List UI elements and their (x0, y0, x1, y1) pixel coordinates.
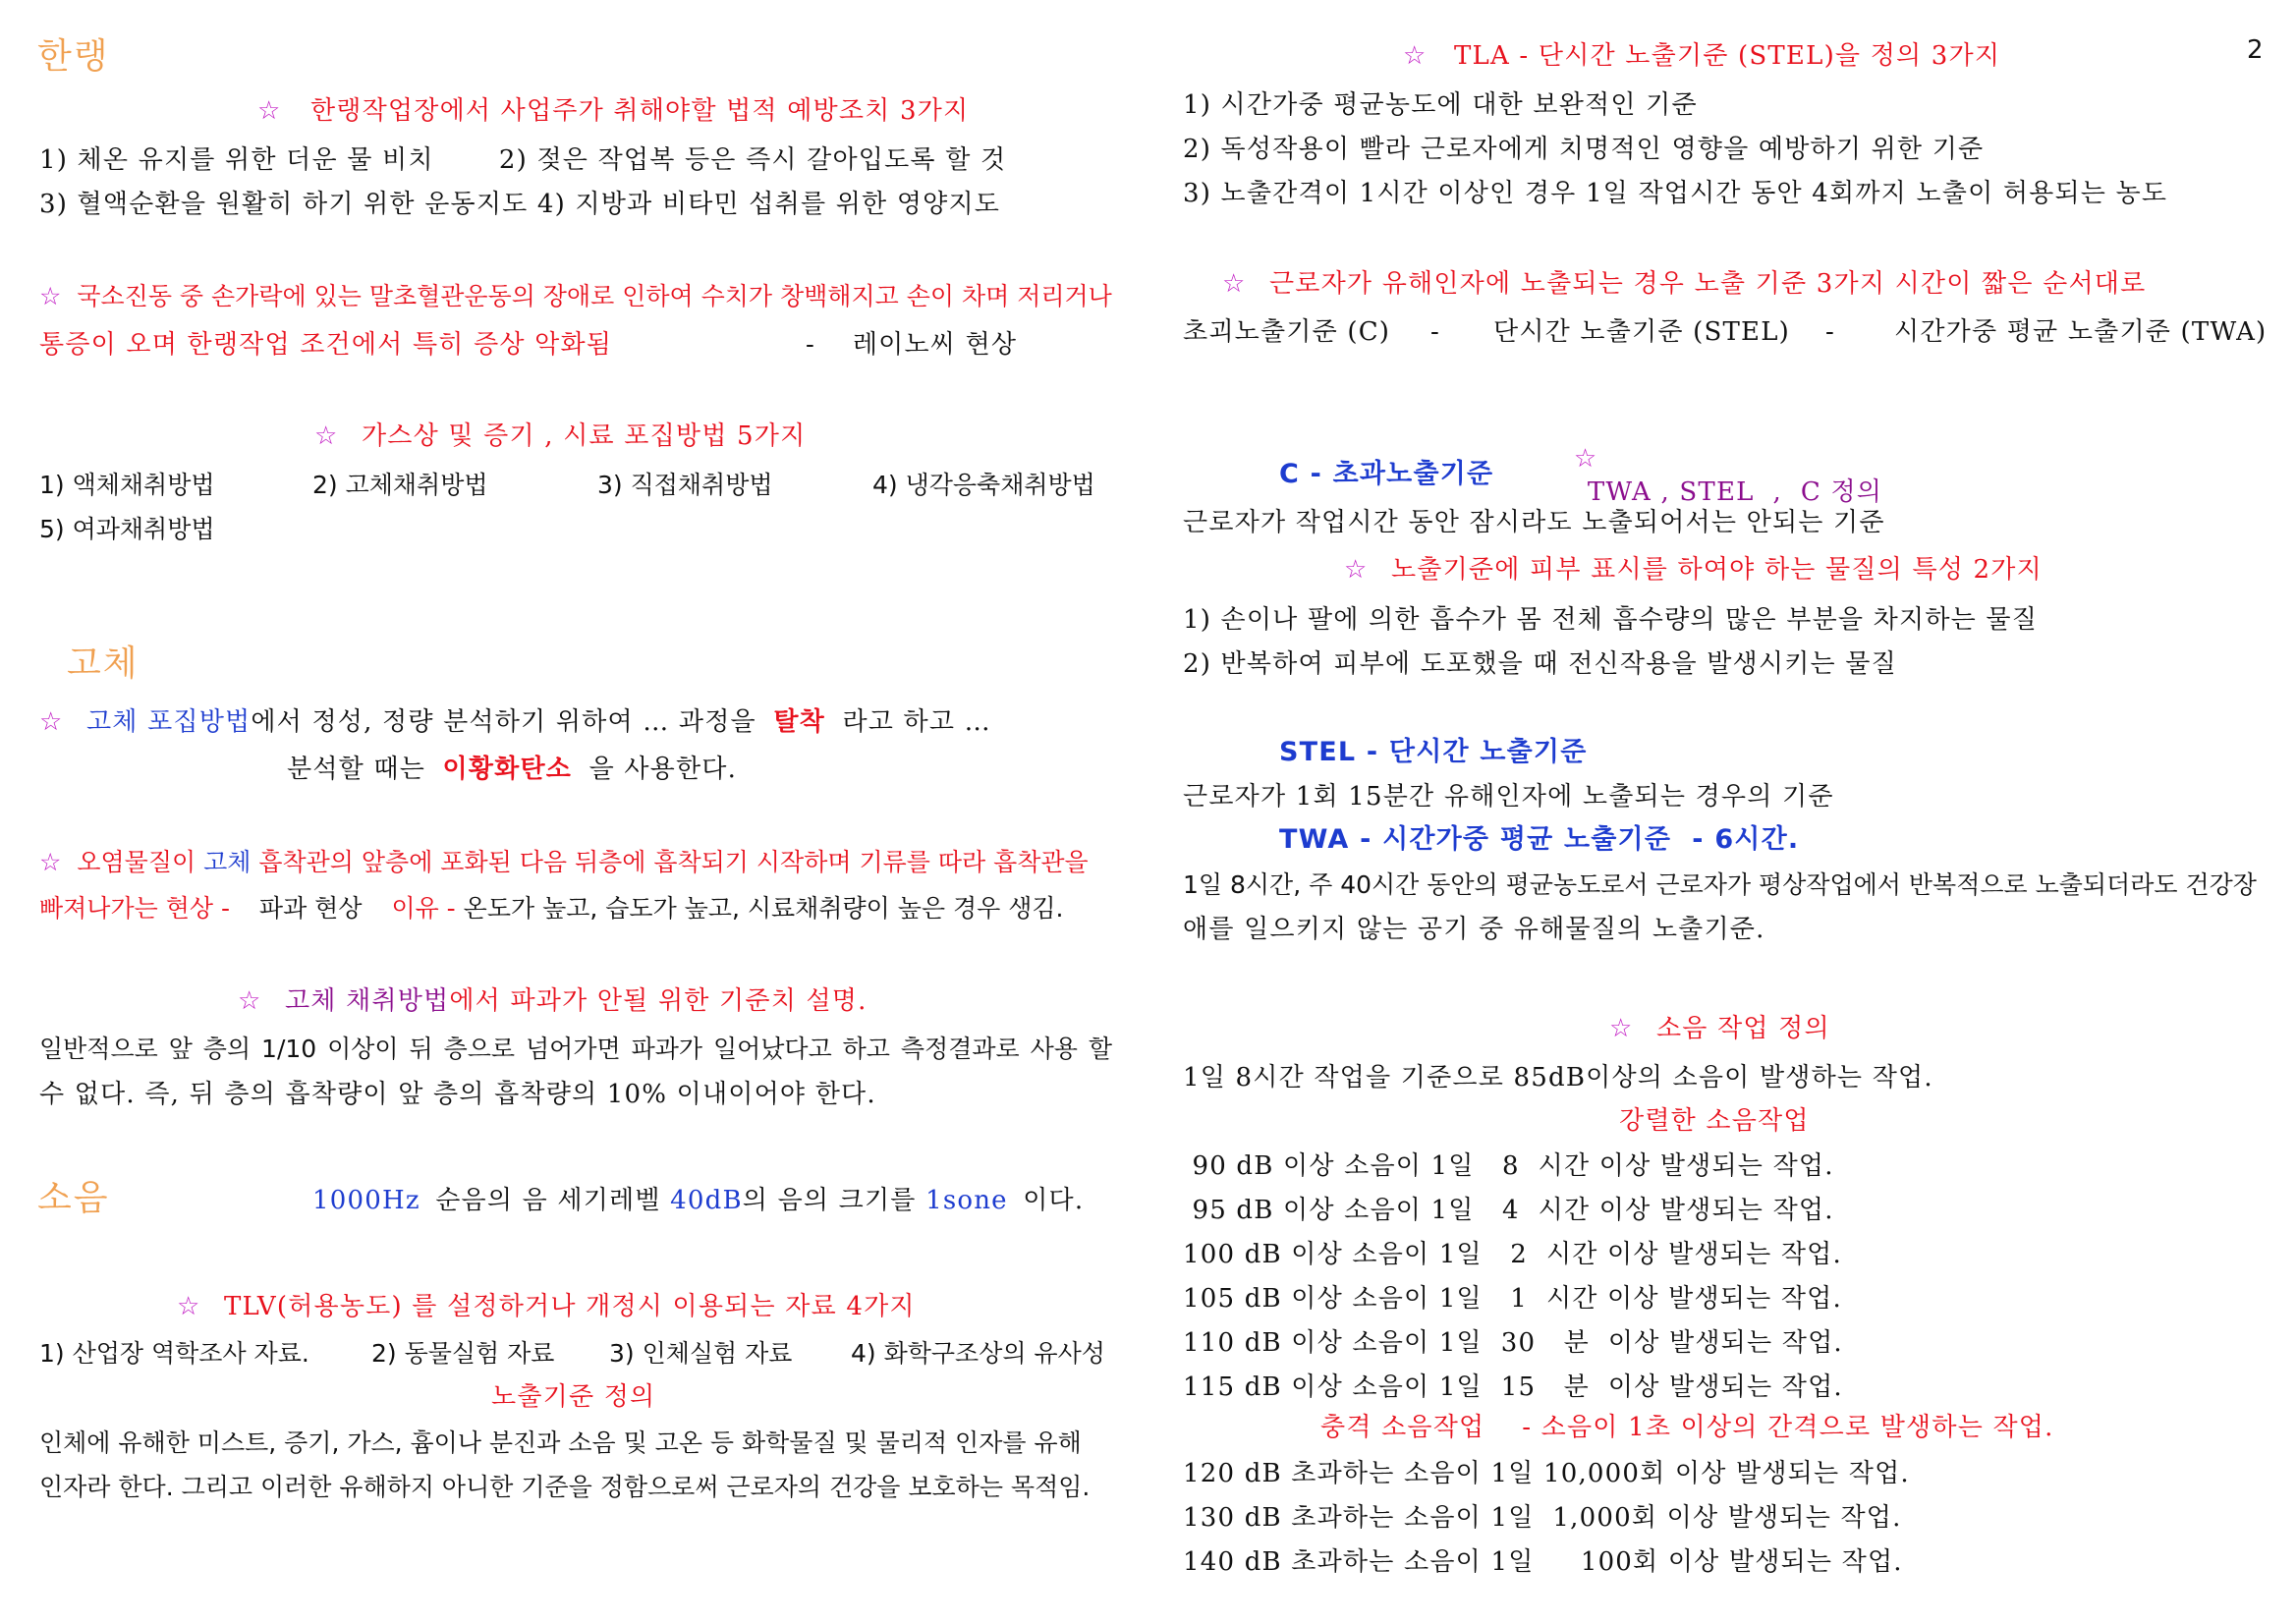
q6-line1: 일반적으로 앞 층의 1/10 이상이 뒤 층으로 넘어가면 파과가 일어났다고 하고 측정결과로 사용 할 (39, 1035, 1113, 1063)
q3-title: 가스상 및 증기 , 시료 포집방법 5가지 (361, 421, 807, 451)
strong-row-2: 95 dB 이상 소음이 1일 4 시간 이상 발생되는 작업. (1183, 1196, 1834, 1225)
r2-item-2: 단시간 노출기준 (STEL) (1493, 317, 1791, 347)
q7-item-1: 1) 산업장 역학조사 자료. (39, 1339, 309, 1368)
strong-row-6: 115 dB 이상 소음이 1일 15 분 이상 발생되는 작업. (1183, 1372, 1843, 1402)
noise-text1: 순음의 음 세기레벨 (435, 1186, 661, 1215)
q1-line1: 1) 체온 유지를 위한 더운 물 비치 2) 젖은 작업복 등은 즉시 갈아입도록 할 것 (39, 145, 1007, 175)
r2-sep-2: - (1825, 317, 1835, 347)
q3-item-2: 2) 고체채취방법 (312, 471, 488, 499)
q3-title-row (314, 420, 806, 453)
r1-item-1: 1) 시간가중 평균농도에 대한 보완적인 기준 (1183, 90, 1698, 120)
q4-text-end: 라고 하고 … (842, 707, 991, 737)
q8-title: 노출기준 정의 (491, 1382, 656, 1412)
q7-item-3: 3) 인체실험 자료 (609, 1339, 793, 1368)
r2-item-1: 초괴노출기준 (C) (1183, 317, 1391, 347)
r4-title: 노출기준에 피부 표시를 하여야 하는 물질의 특성 2가지 (1390, 555, 2043, 585)
r4-item-2: 2) 반복하여 피부에 도포했을 때 전신작용을 발생시키는 물질 (1183, 649, 1897, 679)
q6-line2: 수 없다. 즉, 뒤 층의 흡착량이 앞 층의 흡착량의 10% 이내이어야 한다. (39, 1080, 876, 1109)
twa-title: TWA - 시간가중 평균 노출기준 - 6시간. (1279, 824, 1800, 855)
q4-text: 에서 정성, 정량 분석하기 위하여 … 과정을 (251, 707, 756, 737)
c-def: 근로자가 작업시간 동안 잠시라도 노출되어서는 안되는 기준 (1183, 508, 1885, 537)
q5-text2: 흡착관의 앞층에 포화된 다음 뒤층에 흡착되기 시작하며 기류를 따라 흡착관을 (258, 848, 1089, 876)
r1-title-row (1403, 39, 2000, 73)
q4-keyword-cs2: 이황화탄소 (442, 755, 573, 784)
star-icon: ☆ (1609, 1014, 1634, 1043)
star-icon: ☆ (1344, 555, 1369, 585)
q7-item-2: 2) 동물실험 자료 (371, 1339, 555, 1368)
stel-title: STEL - 단시간 노출기준 (1279, 737, 1588, 767)
q7-title: TLV(허용농도) 를 설정하거나 개정시 이용되는 자료 4가지 (223, 1292, 916, 1321)
q1-line2: 3) 혈액순환을 원활히 하기 위한 운동지도 4) 지방과 비타민 섭취를 위한 영양지도 (39, 190, 1001, 219)
q3-item-1: 1) 액체채취방법 (39, 471, 215, 499)
q4-line2-end: 을 사용한다. (588, 755, 738, 784)
r1-title: TLA - 단시간 노출기준 (STEL)을 정의 3가지 (1453, 41, 2001, 71)
impact-noise-title: 충격 소음작업 - 소음이 1초 이상의 간격으로 발생하는 작업. (1320, 1413, 2054, 1442)
strong-row-4: 105 dB 이상 소음이 1일 1 시간 이상 발생되는 작업. (1183, 1284, 1842, 1314)
q2-line2-row (39, 328, 612, 362)
q3-item-5: 5) 여과채취방법 (39, 515, 215, 543)
q7-item-4: 4) 화학구조상의 유사성 (851, 1339, 1105, 1368)
stel-def: 근로자가 1회 15분간 유해인자에 노출되는 경우의 기준 (1183, 782, 1834, 812)
star-icon: ☆ (39, 848, 62, 876)
q7-title-row (177, 1290, 916, 1323)
q8-line1: 인체에 유해한 미스트, 증기, 가스, 흄이나 분진과 소음 및 고온 등 화학물질 및 물리적 인자를 유해 (39, 1428, 1082, 1457)
q5-text1: 오염물질이 (77, 848, 196, 876)
page-number: 2 (2247, 35, 2265, 65)
noise-level: 40dB (670, 1186, 743, 1215)
star-icon: ☆ (1403, 41, 1428, 71)
noise-text3: 이다. (1023, 1186, 1085, 1215)
q5-reason-label: 이유 - (391, 894, 456, 923)
q4-line2 (287, 753, 737, 786)
r3-title: TWA , STEL , C 정의 (1587, 477, 1883, 507)
q2-line1-row (39, 280, 1112, 313)
strong-row-1: 90 dB 이상 소음이 1일 8 시간 이상 발생되는 작업. (1183, 1151, 1834, 1181)
r2-item-3: 시간가중 평균 노출기준 (TWA) (1894, 317, 2268, 347)
q1-title-row (257, 94, 969, 128)
noise-line (312, 1184, 1084, 1217)
r4-title-row (1344, 553, 2043, 587)
star-icon: ☆ (238, 986, 262, 1016)
q1-title: 한랭작업장에서 사업주가 취해야할 법적 예방조치 3가지 (309, 96, 970, 126)
noise-sone: 1sone (925, 1186, 1008, 1215)
q8-line2: 인자라 한다. 그리고 이러한 유해하지 아니한 기준을 정함으로써 근로자의 건강을 보호하는 목적임. (39, 1473, 1091, 1501)
impact-row-3: 140 dB 초과하는 소음이 1일 100회 이상 발생되는 작업. (1183, 1547, 1903, 1577)
r1-item-2: 2) 독성작용이 빨라 근로자에게 치명적인 영향을 예방하기 위한 기준 (1183, 135, 1985, 164)
r4-item-1: 1) 손이나 팔에 의한 흡수가 몸 전체 흡수량의 많은 부분을 차지하는 물질 (1183, 605, 2039, 635)
q3-item-3: 3) 직접채취방법 (597, 471, 773, 499)
noise-text2: 의 음의 크기를 (742, 1186, 917, 1215)
q2-answer: - 레이노씨 현상 (806, 330, 1018, 360)
q2-line2: 통증이 오며 한랭작업 조건에서 특히 증상 악화됨 (39, 330, 613, 360)
star-icon: ☆ (314, 421, 339, 451)
star-icon: ☆ (1573, 444, 1598, 474)
twa-line2: 애를 일으키지 않는 공기 중 유해물질의 노출기준. (1183, 915, 1765, 944)
star-icon: ☆ (177, 1292, 201, 1321)
strong-noise-title: 강렬한 소음작업 (1619, 1106, 1810, 1136)
q6-title: 에서 파과가 안될 위한 기준치 설명. (449, 986, 868, 1016)
cold-heading: 한랭 (37, 36, 110, 77)
q5-text3: 빠져나가는 현상 - (39, 894, 230, 923)
q4-line2-text: 분석할 때는 (287, 755, 426, 784)
q5-line1 (39, 846, 1089, 879)
q5-reason: 온도가 높고, 습도가 높고, 시료채취량이 높은 경우 생김. (463, 894, 1064, 923)
solid-heading: 고체 (67, 644, 140, 684)
q5-term-solid: 고체 (203, 848, 252, 876)
strong-row-3: 100 dB 이상 소음이 1일 2 시간 이상 발생되는 작업. (1183, 1240, 1842, 1269)
q4-term: 고체 포집방법 (85, 707, 252, 737)
star-icon: ☆ (39, 707, 64, 737)
r5-title-row (1609, 1012, 1830, 1045)
r5-title: 소음 작업 정의 (1655, 1014, 1830, 1043)
star-icon: ☆ (39, 282, 62, 310)
q6-term: 고체 채취방법 (284, 986, 450, 1016)
noise-heading: 소음 (37, 1178, 110, 1218)
r2-title-row (1222, 267, 2146, 301)
r1-item-3: 3) 노출간격이 1시간 이상인 경우 1일 작업시간 동안 4회까지 노출이 허용되는 농도 (1183, 179, 2168, 208)
impact-row-1: 120 dB 초과하는 소음이 1일 10,000회 이상 발생되는 작업. (1183, 1459, 1910, 1488)
q3-item-4: 4) 냉각응축채취방법 (872, 471, 1095, 499)
r2-sep-1: - (1430, 317, 1440, 347)
q4-keyword-desorption: 탈착 (773, 707, 825, 737)
c-title: C - 초과노출기준 (1279, 459, 1494, 489)
q6-title-row (238, 984, 868, 1018)
star-icon: ☆ (1222, 269, 1247, 299)
noise-freq: 1000Hz (312, 1186, 420, 1215)
r5-def: 1일 8시간 작업을 기준으로 85dB이상의 소음이 발생하는 작업. (1183, 1063, 1933, 1092)
r2-title: 근로자가 유해인자에 노출되는 경우 노출 기준 3가지 시간이 짧은 순서대로 (1268, 269, 2147, 299)
q5-line2 (39, 892, 1063, 925)
q5-answer: 파과 현상 (258, 894, 363, 923)
twa-line1: 1일 8시간, 주 40시간 동안의 평균농도로서 근로자가 평상작업에서 반복적으로 노출되더라도 건강장 (1183, 870, 2257, 899)
q2-line1: 국소진동 중 손가락에 있는 말초혈관운동의 장애로 인하여 수치가 창백해지고 손이 차며 저리거나 (77, 282, 1112, 310)
star-icon: ☆ (257, 96, 282, 126)
impact-row-2: 130 dB 초과하는 소음이 1일 1,000회 이상 발생되는 작업. (1183, 1503, 1902, 1533)
q4-line1 (39, 705, 991, 739)
strong-row-5: 110 dB 이상 소음이 1일 30 분 이상 발생되는 작업. (1183, 1328, 1843, 1358)
